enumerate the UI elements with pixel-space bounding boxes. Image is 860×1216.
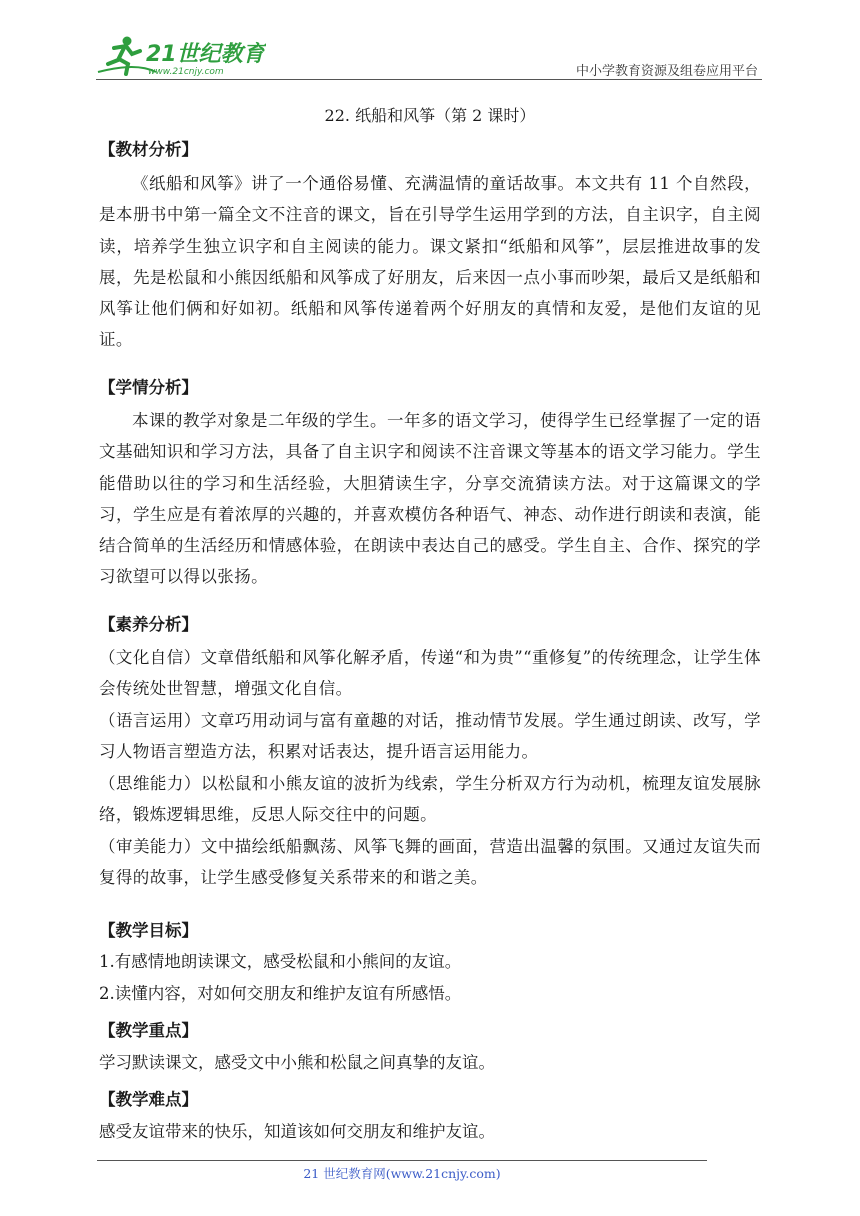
- section-body-key: 学习默读课文，感受文中小熊和松鼠之间真挚的友谊。: [99, 1053, 495, 1072]
- logo-url: www.21cnjy.com: [148, 67, 224, 77]
- section-body-students: 本课的教学对象是二年级的学生。一年多的语文学习，使得学生已经掌握了一定的语文基础知识和学习方法，具备了自主识字和阅读不注音课文等基本的语文学习能力。学生能借助以往的学习和生活经验，大胆猜读生字，分享交流猜读方法。对于这篇课文的学习，学生应是有着浓厚的兴趣的，并喜欢模仿各种语气、神态、动作进行朗读和表演，能结合简单的生活经历和情感体验，在朗读中表达自己的感受。学生自主、合作、探究的学习欲望可以得以张扬。: [99, 411, 761, 587]
- section-body-textbook: 《纸船和风筝》讲了一个通俗易懂、充满温情的童话故事。本文共有 11 个自然段，是本册书中第一篇全文不注音的课文，旨在引导学生运用学到的方法，自主识字，自主阅读，培养学生独立识字和自主阅读的能力。课文紧扣“纸船和风筝”，层层推进故事的发展，先是松鼠和小熊因纸船和风筝成了好朋友，后来因一点小事而吵架，最后又是纸船和风筝让他们俩和好如初。纸船和风筝传递着两个好朋友的真情和友爱，是他们友谊的见证。: [99, 174, 761, 350]
- page-header: [96, 34, 762, 80]
- platform-name: 中小学教育资源及组卷应用平台: [575, 64, 758, 79]
- footer-divider: [97, 1160, 707, 1161]
- literacy-item: （文化自信）文章借纸船和风筝化解矛盾，传递“和为贵”“重修复”的传统理念，让学生体会传统处世智慧，增强文化自信。: [99, 648, 761, 699]
- site-logo: [96, 34, 266, 78]
- section-heading-textbook: 【教材分析】: [99, 140, 198, 159]
- goal-item: 2.读懂内容，对如何交朋友和维护友谊有所感悟。: [99, 984, 462, 1003]
- literacy-item: （审美能力）文中描绘纸船飘荡、风筝飞舞的画面，营造出温馨的氛围。又通过友谊失而复得的故事，让学生感受修复关系带来的和谐之美。: [99, 837, 761, 888]
- section-heading-literacy: 【素养分析】: [99, 615, 198, 634]
- section-heading-goals: 【教学目标】: [99, 921, 198, 940]
- header-divider: [96, 79, 762, 80]
- goal-item: 1.有感情地朗读课文，感受松鼠和小熊间的友谊。: [99, 952, 462, 971]
- section-heading-students: 【学情分析】: [99, 378, 198, 397]
- footer-link[interactable]: 21 世纪教育网(www.21cnjy.com): [303, 1166, 501, 1181]
- logo-text: 21世纪教育: [146, 42, 265, 67]
- literacy-item: （语言运用）文章巧用动词与富有童趣的对话，推动情节发展。学生通过朗读、改写，学习人物语言塑造方法，积累对话表达，提升语言运用能力。: [99, 711, 761, 762]
- section-heading-key: 【教学重点】: [99, 1021, 198, 1040]
- section-body-difficulty: 感受友谊带来的快乐，知道该如何交朋友和维护友谊。: [99, 1122, 495, 1141]
- page-title: 22. 纸船和风筝（第 2 课时）: [324, 106, 536, 125]
- section-heading-difficulty: 【教学难点】: [99, 1090, 198, 1109]
- literacy-item: （思维能力）以松鼠和小熊友谊的波折为线索，学生分析双方行为动机，梳理友谊发展脉络，锻炼逻辑思维，反思人际交往中的问题。: [99, 774, 761, 825]
